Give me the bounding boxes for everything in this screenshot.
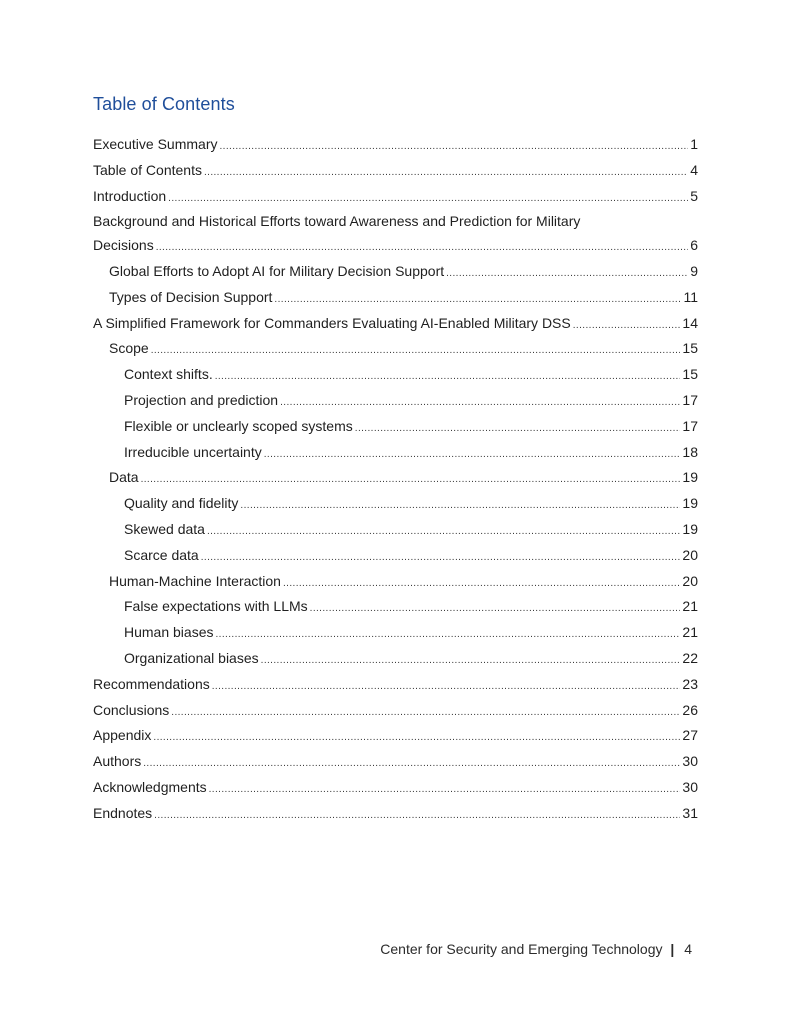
toc-entry-endnotes[interactable] bbox=[93, 802, 698, 828]
toc-entry-simplified-framework[interactable] bbox=[93, 312, 698, 338]
toc-page-number: 14 bbox=[682, 314, 698, 331]
toc-page-number: 23 bbox=[682, 675, 698, 692]
toc-entry-introduction[interactable] bbox=[93, 185, 698, 211]
toc-entry-label-line2-row bbox=[93, 234, 698, 260]
toc-entry-projection-and-prediction[interactable] bbox=[93, 389, 698, 415]
dot-leader bbox=[264, 441, 681, 467]
toc-entry-irreducible-uncertainty[interactable] bbox=[93, 441, 698, 467]
dot-leader bbox=[310, 595, 681, 621]
toc-entry-label: Human-Machine Interaction bbox=[109, 572, 281, 589]
toc-page-number: 26 bbox=[682, 701, 698, 718]
toc-entry-data[interactable] bbox=[93, 466, 698, 492]
toc-entry-executive-summary[interactable] bbox=[93, 133, 698, 159]
toc-entry-flexible-systems[interactable] bbox=[93, 415, 698, 441]
dot-leader bbox=[446, 260, 688, 286]
toc-page-number: 5 bbox=[690, 187, 698, 204]
dot-leader bbox=[204, 159, 688, 185]
toc-page-number: 11 bbox=[683, 288, 698, 305]
toc-page-number: 21 bbox=[682, 598, 698, 615]
footer-page-number: 4 bbox=[684, 941, 692, 957]
toc-page-number: 30 bbox=[682, 753, 698, 770]
toc-entry-label: Human biases bbox=[124, 624, 214, 641]
toc-page-number: 15 bbox=[682, 366, 698, 383]
dot-leader bbox=[261, 647, 681, 673]
toc-entry-human-biases[interactable] bbox=[93, 621, 698, 647]
toc-page-number: 30 bbox=[682, 778, 698, 795]
dot-leader bbox=[573, 312, 681, 338]
dot-leader bbox=[240, 492, 680, 518]
toc-entry-context-shifts[interactable] bbox=[93, 363, 698, 389]
toc-entry-label: Acknowledgments bbox=[93, 778, 207, 795]
toc-page-number: 6 bbox=[690, 237, 698, 254]
toc-entry-global-efforts[interactable] bbox=[93, 260, 698, 286]
dot-leader bbox=[151, 337, 681, 363]
toc-page-number: 15 bbox=[682, 340, 698, 357]
dot-leader bbox=[216, 621, 681, 647]
toc-entry-authors[interactable] bbox=[93, 750, 698, 776]
toc-entry-table-of-contents[interactable] bbox=[93, 159, 698, 185]
toc-entry-label: A Simplified Framework for Commanders Evaluating AI-Enabled Military DSS bbox=[93, 314, 571, 331]
dot-leader bbox=[141, 466, 681, 492]
toc-entry-label-line2: Decisions bbox=[93, 237, 154, 254]
toc-page-number: 17 bbox=[682, 391, 698, 408]
toc-page-number: 9 bbox=[690, 262, 698, 279]
toc-entry-label: Context shifts. bbox=[124, 366, 213, 383]
dot-leader bbox=[212, 673, 681, 699]
toc-entry-human-machine-interaction[interactable] bbox=[93, 570, 698, 596]
toc-entry-label: Organizational biases bbox=[124, 649, 259, 666]
toc-entry-label: Quality and fidelity bbox=[124, 495, 239, 512]
toc-entry-label: False expectations with LLMs bbox=[124, 598, 308, 615]
toc-entry-appendix[interactable] bbox=[93, 724, 698, 750]
toc-entry-label: Executive Summary bbox=[93, 136, 218, 152]
toc-entry-label: Recommendations bbox=[93, 675, 210, 692]
toc-entry-label: Table of Contents bbox=[93, 161, 202, 178]
toc-entry-scarce-data[interactable] bbox=[93, 544, 698, 570]
dot-leader bbox=[171, 699, 680, 725]
footer-organization: Center for Security and Emerging Technology bbox=[380, 941, 663, 957]
toc-entry-label: Authors bbox=[93, 753, 142, 770]
toc-page-number: 4 bbox=[690, 161, 698, 178]
table-of-contents bbox=[93, 133, 698, 828]
toc-page-number: 20 bbox=[682, 572, 698, 589]
toc-entry-label: Types of Decision Support bbox=[109, 288, 273, 305]
toc-entry-label: Scarce data bbox=[124, 546, 199, 563]
dot-leader bbox=[154, 802, 680, 828]
toc-entry-label: Data bbox=[109, 469, 139, 486]
dot-leader bbox=[274, 286, 681, 312]
toc-entry-label-line1: Background and Historical Efforts toward Awareness and Prediction for Military bbox=[93, 213, 581, 230]
toc-page-number: 1 bbox=[690, 136, 698, 152]
dot-leader bbox=[153, 724, 680, 750]
toc-entry-label: Conclusions bbox=[93, 701, 170, 718]
dot-leader bbox=[156, 234, 689, 260]
toc-page-number: 27 bbox=[682, 727, 698, 744]
dot-leader bbox=[219, 133, 688, 159]
toc-entry-background[interactable] bbox=[93, 210, 698, 260]
toc-entry-organizational-biases[interactable] bbox=[93, 647, 698, 673]
toc-entry-skewed-data[interactable] bbox=[93, 518, 698, 544]
dot-leader bbox=[209, 776, 681, 802]
toc-entry-label: Global Efforts to Adopt AI for Military Decision Support bbox=[109, 262, 445, 279]
toc-entry-types-of-decision-support[interactable] bbox=[93, 286, 698, 312]
toc-entry-label: Endnotes bbox=[93, 804, 153, 821]
toc-entry-acknowledgments[interactable] bbox=[93, 776, 698, 802]
toc-entry-scope[interactable] bbox=[93, 337, 698, 363]
toc-page-number: 17 bbox=[682, 417, 698, 434]
toc-page-number: 19 bbox=[682, 495, 698, 512]
dot-leader bbox=[168, 185, 688, 211]
dot-leader bbox=[143, 750, 680, 776]
toc-page-number: 22 bbox=[682, 649, 698, 666]
toc-entry-quality-and-fidelity[interactable] bbox=[93, 492, 698, 518]
toc-page-number: 18 bbox=[682, 443, 698, 460]
toc-page-number: 20 bbox=[682, 546, 698, 563]
toc-entry-false-expectations[interactable] bbox=[93, 595, 698, 621]
toc-entry-label: Scope bbox=[109, 340, 149, 357]
dot-leader bbox=[201, 544, 681, 570]
toc-entry-label: Projection and prediction bbox=[124, 391, 279, 408]
toc-page-number: 19 bbox=[682, 520, 698, 537]
toc-entry-label: Skewed data bbox=[124, 520, 205, 537]
dot-leader bbox=[280, 389, 680, 415]
toc-entry-recommendations[interactable] bbox=[93, 673, 698, 699]
toc-entry-label: Appendix bbox=[93, 727, 152, 744]
dot-leader bbox=[355, 415, 681, 441]
dot-leader bbox=[207, 518, 680, 544]
toc-page-number: 31 bbox=[682, 804, 698, 821]
toc-page-number: 21 bbox=[682, 624, 698, 641]
dot-leader bbox=[283, 570, 680, 596]
page-title: Table of Contents bbox=[93, 94, 235, 114]
page-footer bbox=[380, 941, 692, 957]
toc-page-number: 19 bbox=[682, 469, 698, 486]
toc-entry-conclusions[interactable] bbox=[93, 699, 698, 725]
toc-entry-label: Flexible or unclearly scoped systems bbox=[124, 417, 353, 434]
toc-entry-label: Irreducible uncertainty bbox=[124, 443, 262, 460]
toc-entry-label: Introduction bbox=[93, 187, 167, 204]
footer-separator: | bbox=[670, 941, 675, 957]
dot-leader bbox=[215, 363, 681, 389]
